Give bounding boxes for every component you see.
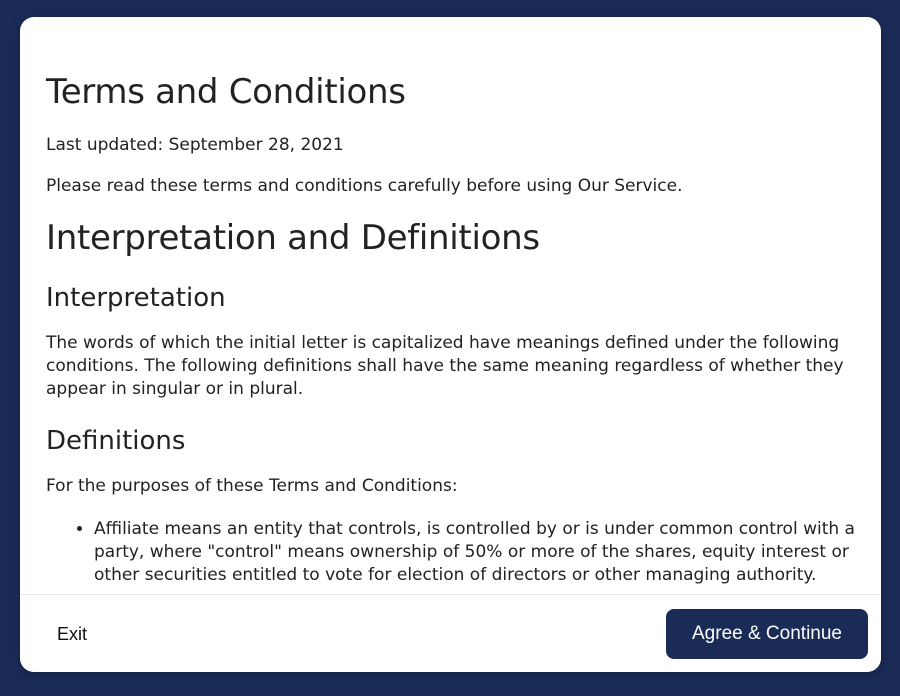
- intro-text: Please read these terms and conditions carefully before using Our Service.: [46, 176, 683, 196]
- page-title: Terms and Conditions: [46, 72, 406, 112]
- modal-footer: [20, 594, 881, 672]
- definition-item-affiliate: • Affiliate means an entity that controls, is controlled by or is under common control with a party, where "control" means ownership of 50% or more of the shares, equity interest or other securities entitled to vote for election of directors or other managing authority.: [94, 518, 855, 587]
- definitions-list: [46, 518, 855, 587]
- interpretation-heading: Interpretation: [46, 283, 226, 313]
- definitions-intro-text: For the purposes of these Terms and Conditions:: [46, 476, 458, 496]
- agree-continue-button[interactable]: Agree & Continue: [666, 609, 868, 659]
- definitions-heading: Definitions: [46, 426, 186, 456]
- terms-modal: [20, 17, 881, 672]
- interpretation-text: The words of which the initial letter is capitalized have meanings defined under the following conditions. The following definitions shall have the same meaning regardless of whether they appear in singular or in plural.: [46, 333, 844, 399]
- exit-button[interactable]: Exit: [42, 614, 102, 654]
- section-heading-interpretation-definitions: Interpretation and Definitions: [46, 218, 540, 258]
- terms-content-scroll-area[interactable]: [20, 17, 881, 595]
- last-updated-text: Last updated: September 28, 2021: [46, 135, 344, 155]
